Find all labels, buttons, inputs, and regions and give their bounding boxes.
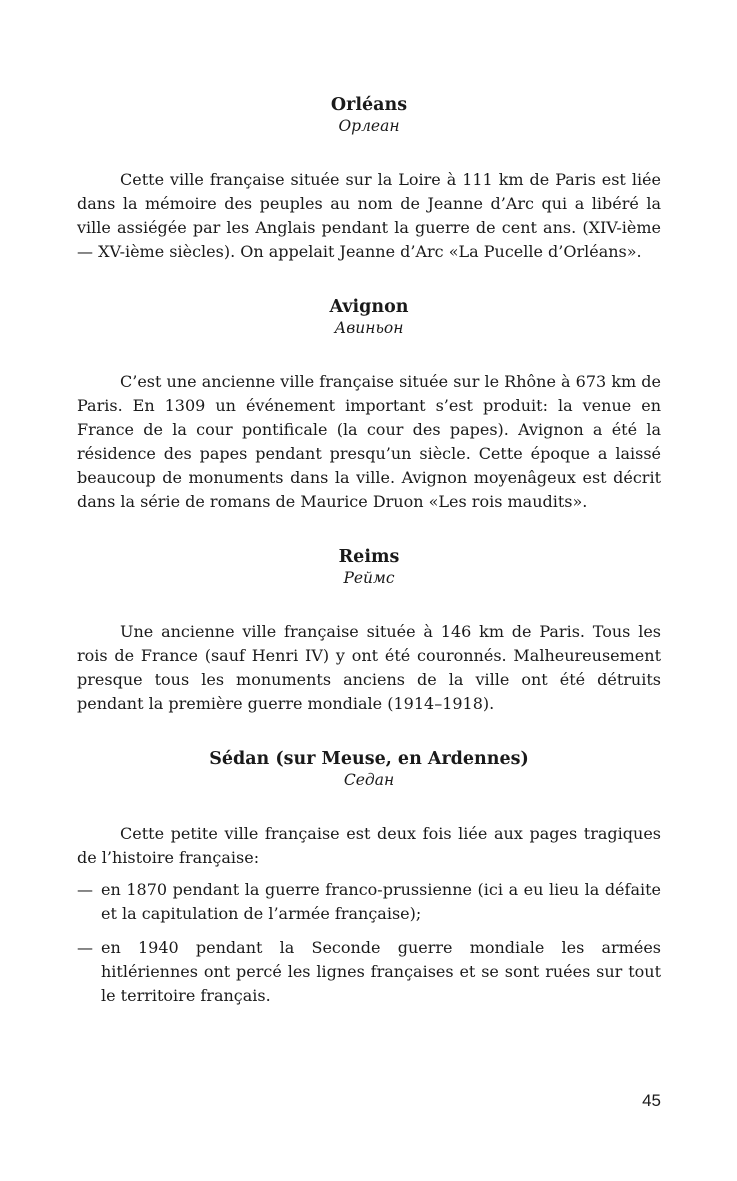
dash-marker: — [77,938,93,957]
section-reims [77,546,661,716]
section-subtitle: Орлеан [338,117,400,135]
event-list [77,878,661,1008]
dash-marker: — [77,880,93,899]
section-body: Une ancienne ville française située à 146 km de Paris. Tous les rois de France (sauf Henri IV) y ont été couronnés. Malheureusement presque tous les monuments anciens de la ville ont été détruits pendant la première guerre mondiale (1914–1918). [77,622,661,713]
section-subtitle: Седан [343,771,395,789]
section-orleans [77,94,661,264]
page-content [77,94,661,1018]
section-subtitle: Авиньон [334,319,404,337]
section-title: Orléans [330,95,408,115]
section-title: Avignon [329,297,409,317]
list-item-text: en 1870 pendant la guerre franco-prussienne (ici a eu lieu la défaite et la capitulation de l’armée française); [101,880,661,923]
section-sedan [77,748,661,1008]
section-body: Cette ville française située sur la Loire à 111 km de Paris est liée dans la mémoire des peuples au nom de Jeanne d’Arc qui a libéré la ville assiégée par les Anglais pendant la guerre de cent ans. (XIV-ième — XV-ième siècles). On appelait Jeanne d’Arc «La Pucelle d’Orléans». [77,170,661,261]
list-item [77,878,661,926]
section-body: C’est une ancienne ville française située sur le Rhône à 673 km de Paris. En 1309 un événement important s’est produit: la venue en France de la cour pontificale (la cour des papes). Avignon a été la résidence des papes pendant presqu’un siècle. Cette époque a laissé beaucoup de monuments dans la ville. Avignon moyenâgeux est décrit dans la série de romans de Maurice Druon «Les rois maudits». [77,372,661,511]
section-title: Reims [338,547,400,567]
section-body: Cette petite ville française est deux fois liée aux pages tragiques de l’histoire française: [77,824,661,867]
section-title: Sédan (sur Meuse, en Ardennes) [209,749,529,769]
section-subtitle: Реймс [343,569,395,587]
section-avignon [77,296,661,514]
list-item-text: en 1940 pendant la Seconde guerre mondiale les armées hitlériennes ont percé les lignes françaises et se sont ruées sur tout le territoire français. [101,938,661,1005]
list-item [77,936,661,1008]
page-number: 45 [642,1091,661,1110]
